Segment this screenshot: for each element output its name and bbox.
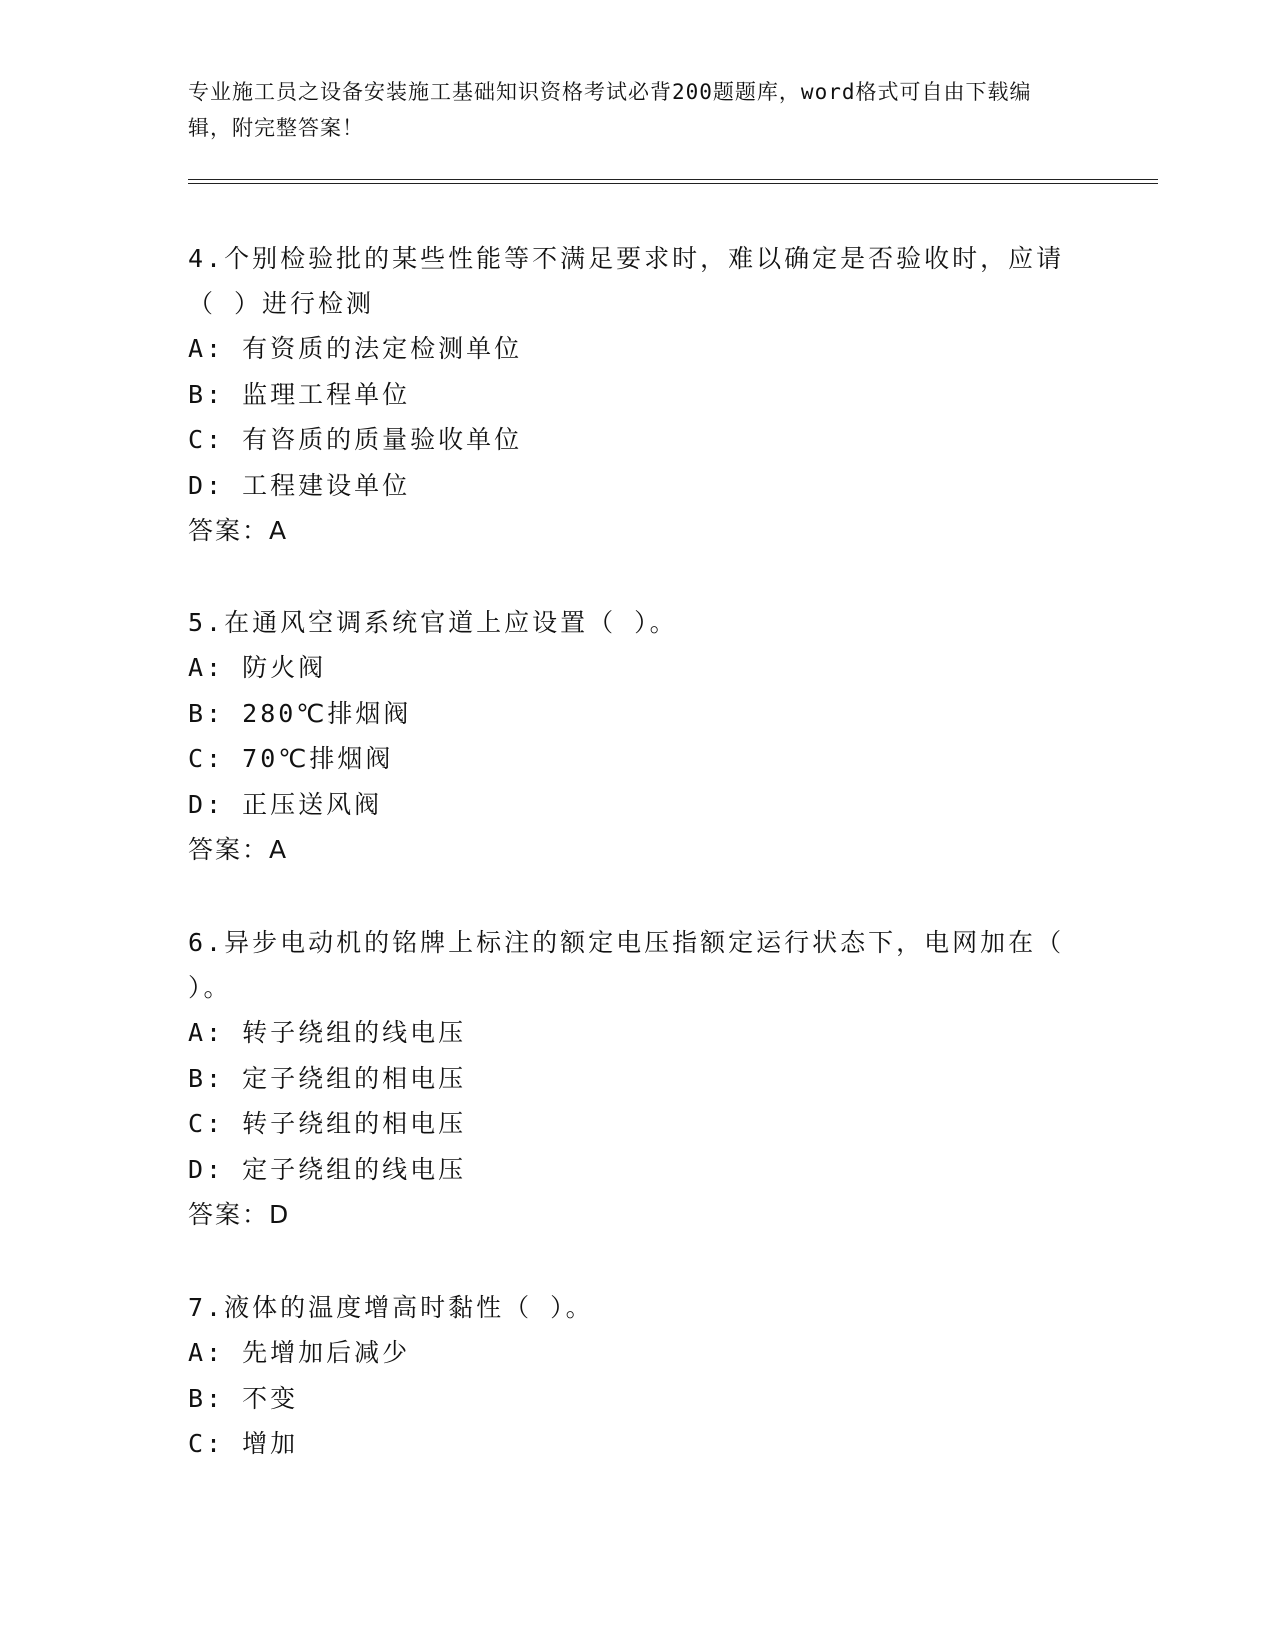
answer: 答案：D [188, 1200, 291, 1229]
option-a: A: 先增加后减少 [188, 1338, 411, 1367]
option-b: B: 280℃排烟阀 [188, 698, 412, 728]
answer: 答案：A [188, 835, 289, 864]
option-c: C: 70℃排烟阀 [188, 744, 394, 773]
question-7 [188, 1285, 1088, 1467]
option-d: D: 正压送风阀 [188, 789, 383, 819]
question-text: 4.个别检验批的某些性能等不满足要求时，难以确定是否验收时，应请（ ）进行检测 [188, 244, 1065, 318]
header-divider-bottom [188, 183, 1158, 184]
option-a: A: 转子绕组的线电压 [188, 1018, 467, 1047]
question-6 [188, 920, 1088, 1238]
option-a: A: 有资质的法定检测单位 [188, 334, 523, 363]
option-c: C: 有咨质的质量验收单位 [188, 425, 523, 454]
option-a: A: 防火阀 [188, 653, 327, 682]
question-text: 7.液体的温度增高时黏性（ ）。 [188, 1293, 594, 1322]
answer: 答案：A [188, 516, 289, 545]
option-b: B: 监理工程单位 [188, 379, 411, 409]
question-5 [188, 600, 1088, 873]
option-c: C: 增加 [188, 1429, 299, 1458]
header-divider-top [188, 179, 1158, 180]
document-header: 专业施工员之设备安装施工基础知识资格考试必背200题题库，word格式可自由下载编辑，附完整答案！ [188, 80, 1032, 140]
option-b: B: 不变 [188, 1383, 299, 1413]
question-text: 6.异步电动机的铭牌上标注的额定电压指额定运行状态下，电网加在（ ）。 [188, 928, 1065, 1002]
option-d: D: 工程建设单位 [188, 470, 411, 500]
option-b: B: 定子绕组的相电压 [188, 1063, 467, 1093]
option-c: C: 转子绕组的相电压 [188, 1109, 467, 1138]
option-d: D: 定子绕组的线电压 [188, 1154, 467, 1184]
question-text: 5.在通风空调系统官道上应设置（ ）。 [188, 608, 678, 637]
question-4 [188, 236, 1088, 554]
